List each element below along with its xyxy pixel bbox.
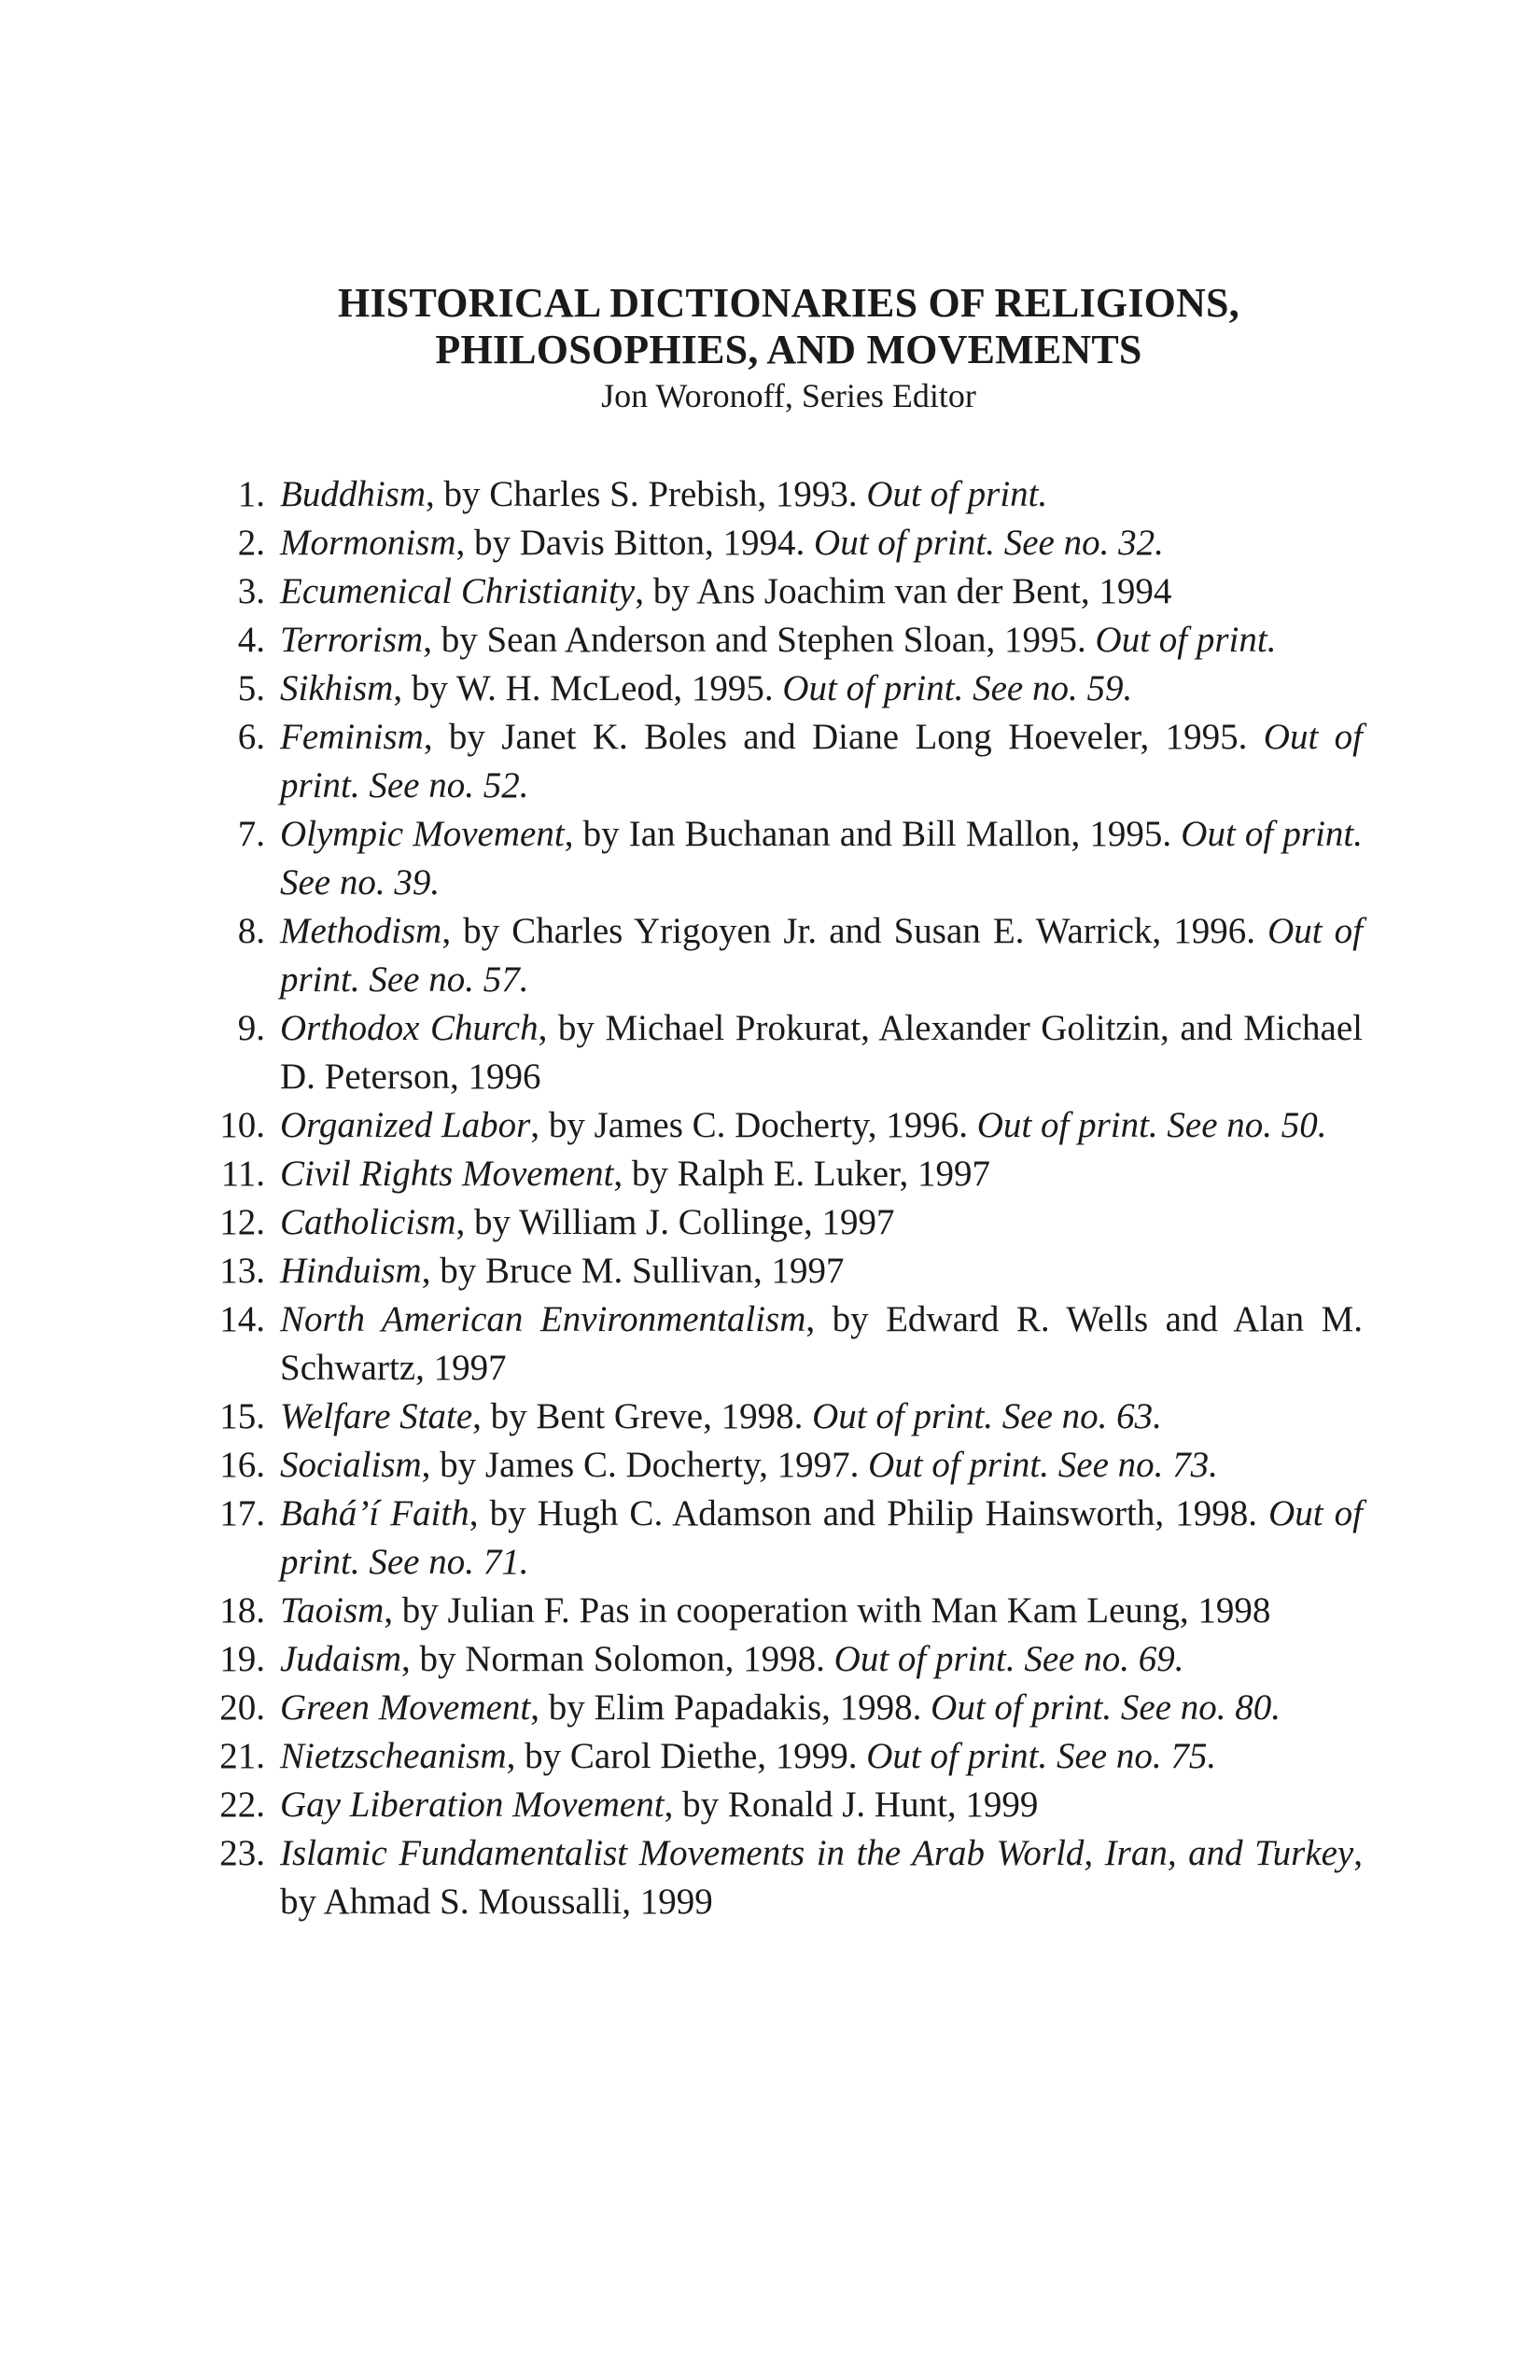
- series-heading-line-2: PHILOSOPHIES, AND MOVEMENTS: [435, 327, 1142, 372]
- entry-title: Green Movement: [280, 1687, 531, 1728]
- entry-details: , by Bent Greve, 1998.: [472, 1396, 813, 1436]
- entry-note: Out of print.: [866, 474, 1048, 514]
- entry-details: , by Ronald J. Hunt, 1999: [664, 1785, 1039, 1825]
- series-heading-line-1: HISTORICAL DICTIONARIES OF RELIGIONS,: [338, 280, 1239, 326]
- entry-details: , by Hugh C. Adamson and Philip Hainsworth, 1998.: [469, 1493, 1269, 1533]
- entry-details: , by James C. Docherty, 1997.: [421, 1445, 869, 1485]
- entry-details: , by Sean Anderson and Stephen Sloan, 1995.: [423, 620, 1096, 660]
- series-entry: [215, 1829, 1363, 1926]
- series-entry: [215, 1247, 1363, 1295]
- entry-note: Out of print. See no. 39.: [280, 814, 1363, 903]
- entry-details: , by Janet K. Boles and Diane Long Hoeveler, 1995.: [423, 717, 1264, 757]
- entry-number: 17.: [219, 1493, 265, 1533]
- entry-title: Feminism: [280, 717, 424, 757]
- series-entry: [215, 713, 1363, 810]
- entry-details: , by Carol Diethe, 1999.: [506, 1736, 867, 1776]
- series-entry: [215, 665, 1363, 713]
- entry-number: 5.: [237, 668, 265, 708]
- entry-note: Out of print. See no. 69.: [833, 1639, 1184, 1679]
- entry-details: , by Edward R. Wells and Alan M. Schwartz, 1997: [280, 1299, 1363, 1388]
- entry-details: , by Julian F. Pas in cooperation with Man Kam Leung, 1998: [384, 1590, 1271, 1631]
- series-entry: [215, 1732, 1363, 1781]
- entry-title: Welfare State: [280, 1396, 473, 1436]
- series-entry: [215, 1393, 1363, 1441]
- entry-number: 16.: [219, 1445, 265, 1485]
- entry-note: Out of print. See no. 73.: [868, 1445, 1218, 1485]
- entry-number: 4.: [237, 620, 265, 660]
- entry-details: , by James C. Docherty, 1996.: [530, 1105, 977, 1145]
- entry-number: 22.: [219, 1785, 265, 1825]
- entry-note: Out of print. See no. 57.: [280, 911, 1363, 1000]
- entry-number: 19.: [219, 1639, 265, 1679]
- series-entry: [215, 1150, 1363, 1198]
- entry-details: , by Ralph E. Luker, 1997: [613, 1154, 990, 1194]
- entry-title: Civil Rights Movement: [280, 1154, 614, 1194]
- entry-title: Judaism: [280, 1639, 401, 1679]
- series-editor: Jon Woronoff, Series Editor: [601, 377, 976, 414]
- series-entry: [215, 1295, 1363, 1393]
- entry-details: , by Elim Papadakis, 1998.: [530, 1687, 931, 1728]
- entry-number: 3.: [237, 571, 265, 611]
- entry-note: Out of print. See no. 63.: [812, 1396, 1162, 1436]
- entry-details: , by Ans Joachim van der Bent, 1994: [635, 571, 1172, 611]
- series-entry: [215, 1781, 1363, 1829]
- series-entry: [215, 616, 1363, 665]
- entry-number: 10.: [219, 1105, 265, 1145]
- entry-details: , by Ahmad S. Moussalli, 1999: [280, 1833, 1363, 1922]
- entry-title: Islamic Fundamentalist Movements in the Arab World, Iran, and Turkey: [280, 1833, 1354, 1873]
- entry-details: , by Michael Prokurat, Alexander Golitzin, and Michael D. Peterson, 1996: [280, 1008, 1364, 1097]
- entry-details: , by Charles S. Prebish, 1993.: [426, 474, 867, 514]
- entry-title: North American Environmentalism: [280, 1299, 806, 1339]
- entry-number: 9.: [237, 1008, 265, 1048]
- entry-note: Out of print. See no. 52.: [280, 717, 1363, 805]
- entry-number: 1.: [237, 474, 265, 514]
- series-entry: [215, 810, 1363, 907]
- series-entry: [215, 470, 1363, 519]
- series-entry: [215, 1101, 1363, 1150]
- entry-title: Orthodox Church: [280, 1008, 539, 1048]
- entry-title: Mormonism: [280, 523, 456, 563]
- series-entry: [215, 1635, 1363, 1684]
- series-entry: [215, 907, 1363, 1004]
- entry-note: Out of print. See no. 32.: [814, 523, 1164, 563]
- series-entry: [215, 567, 1363, 616]
- entry-note: Out of print. See no. 50.: [976, 1105, 1327, 1145]
- series-heading: [215, 280, 1363, 373]
- entry-number: 11.: [220, 1154, 265, 1194]
- entry-note: Out of print. See no. 75.: [866, 1736, 1217, 1776]
- entry-note: Out of print.: [1095, 620, 1277, 660]
- entry-details: , by Norman Solomon, 1998.: [401, 1639, 834, 1679]
- entry-number: 15.: [219, 1396, 265, 1436]
- entry-details: , by W. H. McLeod, 1995.: [393, 668, 783, 708]
- entry-details: , by Ian Buchanan and Bill Mallon, 1995.: [564, 814, 1182, 854]
- series-entry: [215, 1684, 1363, 1732]
- entry-details: , by William J. Collinge, 1997: [455, 1202, 895, 1242]
- entry-title: Hinduism: [280, 1251, 422, 1291]
- entry-title: Organized Labor: [280, 1105, 531, 1145]
- entry-title: Sikhism: [280, 668, 394, 708]
- entry-note: Out of print. See no. 71.: [280, 1493, 1363, 1582]
- entry-number: 13.: [219, 1251, 265, 1291]
- entry-details: , by Bruce M. Sullivan, 1997: [421, 1251, 845, 1291]
- entry-number: 14.: [219, 1299, 265, 1339]
- entry-number: 20.: [219, 1687, 265, 1728]
- entry-details: , by Charles Yrigoyen Jr. and Susan E. Warrick, 1996.: [441, 911, 1268, 951]
- series-entry: [215, 1004, 1363, 1101]
- entry-title: Catholicism: [280, 1202, 456, 1242]
- entry-number: 8.: [237, 911, 265, 951]
- series-list: [215, 470, 1363, 1926]
- entry-number: 18.: [219, 1590, 265, 1631]
- entry-note: Out of print. See no. 80.: [931, 1687, 1281, 1728]
- series-entry: [215, 1587, 1363, 1635]
- series-page: [215, 280, 1363, 1926]
- entry-title: Socialism: [280, 1445, 422, 1485]
- entry-title: Olympic Movement: [280, 814, 565, 854]
- entry-title: Terrorism: [280, 620, 424, 660]
- series-entry: [215, 519, 1363, 567]
- entry-title: Gay Liberation Movement: [280, 1785, 665, 1825]
- entry-title: Nietzscheanism: [280, 1736, 507, 1776]
- series-entry: [215, 1198, 1363, 1247]
- entry-title: Buddhism: [280, 474, 426, 514]
- entry-number: 21.: [219, 1736, 265, 1776]
- entry-title: Ecumenical Christianity: [280, 571, 636, 611]
- entry-note: Out of print. See no. 59.: [782, 668, 1133, 708]
- entry-number: 12.: [219, 1202, 265, 1242]
- entry-number: 2.: [237, 523, 265, 563]
- entry-title: Taoism: [280, 1590, 385, 1631]
- entry-details: , by Davis Bitton, 1994.: [455, 523, 815, 563]
- entry-title: Methodism: [280, 911, 442, 951]
- entry-number: 23.: [219, 1833, 265, 1873]
- series-entry: [215, 1490, 1363, 1587]
- series-entry: [215, 1441, 1363, 1490]
- entry-number: 7.: [237, 814, 265, 854]
- entry-number: 6.: [237, 717, 265, 757]
- entry-title: Bahá’í Faith: [280, 1493, 469, 1533]
